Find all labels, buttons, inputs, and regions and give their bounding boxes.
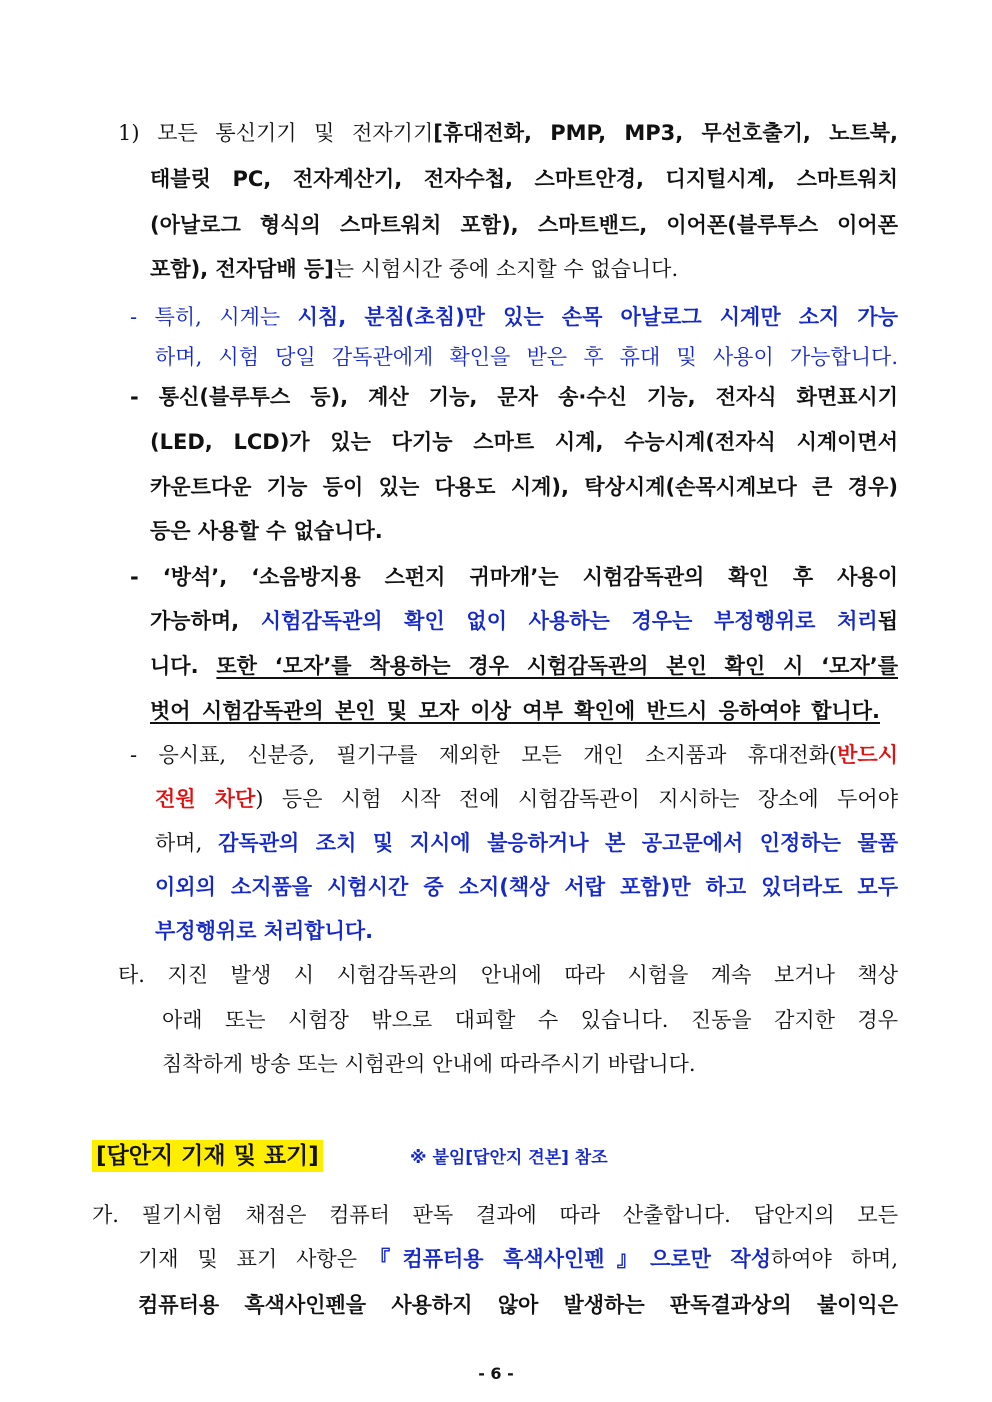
dash-cushion-line-2b: 시험감독관의 확인 없이 사용하는 경우는 부정행위로 처리: [260, 609, 878, 633]
section-title: [답안지 기재 및 표기]: [92, 1140, 323, 1172]
dash-belongings-line-2a: 전원 차단: [155, 787, 256, 811]
item-1-line-1b: [휴대전화, PMP, MP3, 무선호출기, 노트북,: [433, 121, 899, 145]
item-1-line-2: 태블릿 PC, 전자계산기, 전자수첩, 스마트안경, 디지털시계, 스마트워치: [150, 167, 898, 191]
dash-belongings-line-4: 이외의 소지품을 시험시간 중 소지(책상 서랍 포함)만 하고 있더라도 모두: [155, 875, 898, 899]
item-ga-line-2c: 하여야 하며,: [770, 1247, 898, 1271]
item-ta-line-1: 타. 지진 발생 시 시험감독관의 안내에 따라 시험을 계속 보거나 책상: [118, 963, 898, 987]
dash-cushion-line-3a: 니다.: [150, 654, 217, 678]
dash-cushion-line-2a: 가능하며,: [150, 609, 261, 633]
dash-smartwatch-line-3: 카운트다운 기능 등이 있는 다용도 시계), 탁상시계(손목시계보다 큰 경우): [150, 475, 898, 499]
item-ga-line-3: 컴퓨터용 흑색사인펜을 사용하지 않아 발생하는 판독결과상의 불이익은: [138, 1293, 898, 1317]
dash-watch-line-2: 하며, 시험 당일 감독관에게 확인을 받은 후 휴대 및 사용이 가능합니다.: [155, 345, 898, 369]
dash-belongings-line-1b: 반드시: [837, 743, 898, 767]
item-1-line-3: (아날로그 형식의 스마트워치 포함), 스마트밴드, 이어폰(블루투스 이어폰: [150, 213, 898, 237]
dash-watch-line-1b: 시침, 분침(초침)만 있는 손목 아날로그 시계만 소지 가능: [297, 305, 898, 329]
item-ga-line-2a: 기재 및 표기 사항은: [138, 1247, 357, 1271]
dash-smartwatch-line-2: (LED, LCD)가 있는 다기능 스마트 시계, 수능시계(전자식 시계이면서: [150, 430, 898, 454]
item-1-line-4a: 포함), 전자담배 등]: [150, 257, 334, 281]
item-ga-line-2b: 『컴퓨터용 흑색사인펜』으로만 작성: [357, 1247, 771, 1271]
dash-belongings-line-5: 부정행위로 처리합니다.: [155, 919, 374, 943]
dash-smartwatch-line-4: 등은 사용할 수 없습니다.: [150, 519, 383, 543]
item-ta-line-3: 침착하게 방송 또는 시험관의 안내에 따라주시기 바랍니다.: [162, 1052, 696, 1076]
section-note: ※ 붙임[답안지 견본] 참조: [410, 1148, 608, 1168]
dash-cushion-line-3b: 또한 ‘모자’를 착용하는 경우 시험감독관의 본인 확인 시 ‘모자’를: [216, 654, 898, 678]
item-1-line-4b: 는 시험시간 중에 소지할 수 없습니다.: [333, 257, 679, 281]
dash-smartwatch-line-1: - 통신(블루투스 등), 계산 기능, 문자 송·수신 기능, 전자식 화면표시기: [130, 385, 898, 409]
item-1-line-1a: 1) 모든 통신기기 및 전자기기: [118, 121, 434, 145]
dash-belongings-line-3b: 감독관의 조치 및 지시에 불응하거나 본 공고문에서 인정하는 물품: [218, 831, 898, 855]
item-ta-line-2: 아래 또는 시험장 밖으로 대피할 수 있습니다. 진동을 감지한 경우: [162, 1008, 898, 1032]
item-ga-line-1: 가. 필기시험 채점은 컴퓨터 판독 결과에 따라 산출합니다. 답안지의 모든: [92, 1203, 898, 1227]
dash-belongings-line-1a: - 응시표, 신분증, 필기구를 제외한 모든 개인 소지품과 휴대전화(: [130, 743, 838, 767]
dash-belongings-line-2b: ) 등은 시험 시작 전에 시험감독관이 지시하는 장소에 두어야: [255, 787, 898, 811]
dash-cushion-line-2c: 됩: [877, 609, 898, 633]
dash-watch-line-1a: - 특히, 시계는: [130, 305, 298, 329]
dash-cushion-line-1: - ‘방석’, ‘소음방지용 스펀지 귀마개’는 시험감독관의 확인 후 사용이: [130, 565, 898, 589]
dash-cushion-line-4: 벗어 시험감독관의 본인 및 모자 이상 여부 확인에 반드시 응하여야 합니다.: [150, 699, 880, 723]
dash-belongings-line-3a: 하며,: [155, 831, 219, 855]
page-number: - 6 -: [478, 1364, 514, 1383]
